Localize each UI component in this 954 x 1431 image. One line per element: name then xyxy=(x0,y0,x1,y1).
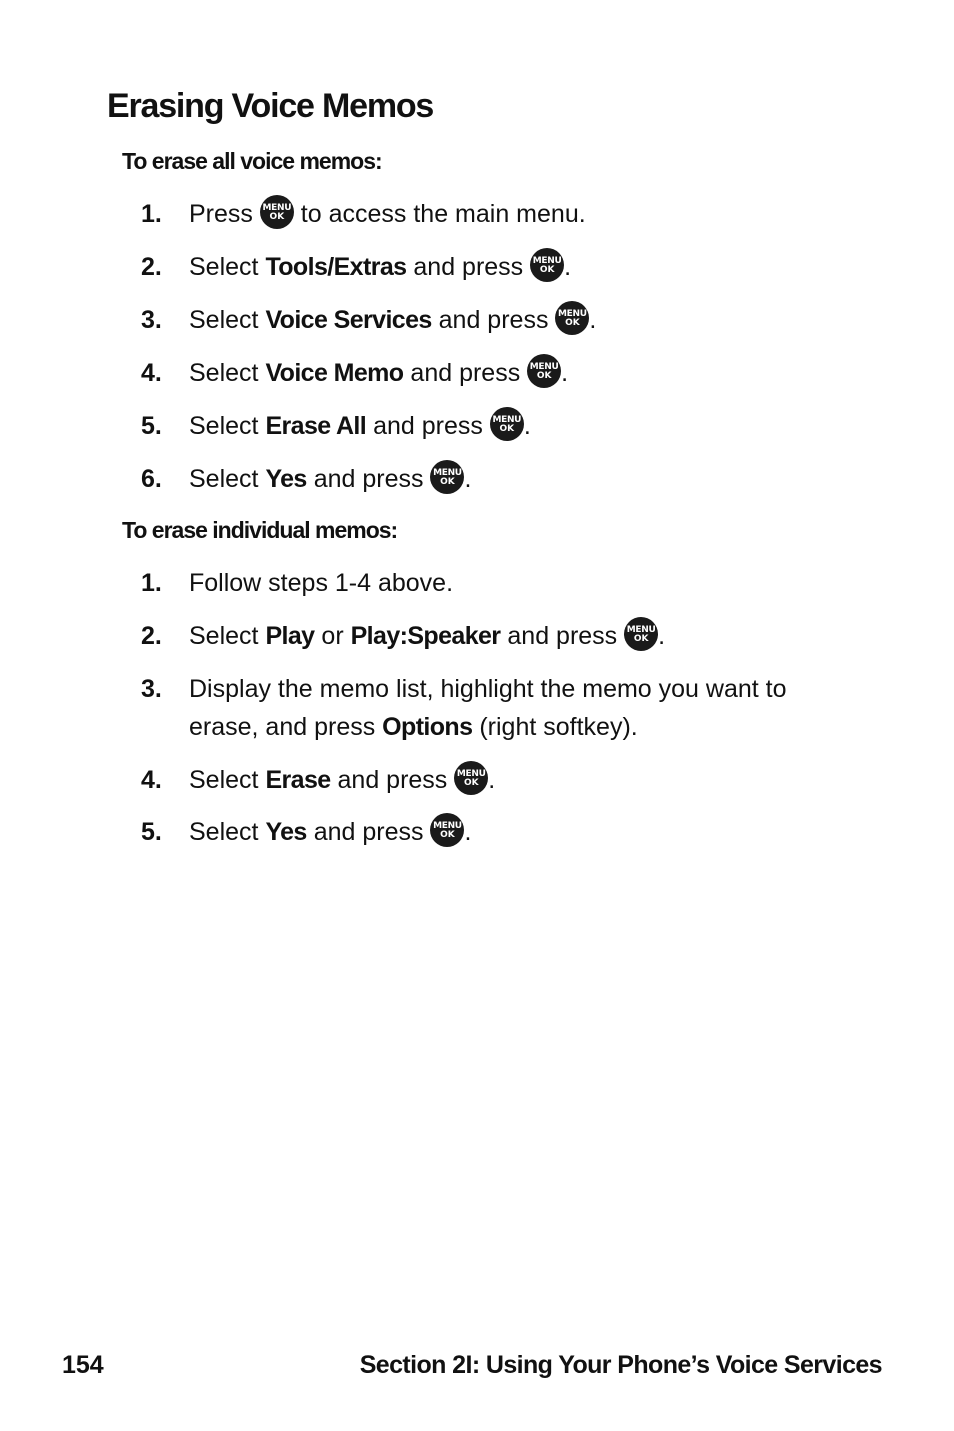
subheading-erase-individual: To erase individual memos: xyxy=(122,517,398,543)
menu-label: MENU xyxy=(456,769,486,780)
step-number: 1. xyxy=(141,569,162,597)
step-text-part: . xyxy=(561,359,569,387)
ok-label: OK xyxy=(565,318,580,329)
step-text-part: . xyxy=(564,253,572,281)
step-number: 2. xyxy=(141,622,162,650)
menu-ok-button-icon xyxy=(527,354,561,388)
step-number: 1. xyxy=(141,200,162,228)
step-number: 4. xyxy=(141,766,162,794)
step-text-part: Select xyxy=(189,253,266,281)
menu-ok-button-icon xyxy=(490,407,524,441)
step-text: Follow steps 1-4 above. xyxy=(189,569,454,597)
section-title: Section 2I: Using Your Phone’s Voice Services xyxy=(359,1351,882,1379)
ok-label: OK xyxy=(539,265,555,276)
ok-label: OK xyxy=(463,778,479,789)
page-number: 154 xyxy=(62,1351,104,1379)
ok-label: OK xyxy=(536,371,552,382)
step-number: 4. xyxy=(141,359,162,387)
menu-option-name: Erase All xyxy=(265,412,367,440)
page-title: Erasing Voice Memos xyxy=(107,87,434,125)
ok-label: OK xyxy=(440,477,455,488)
step-text-part: and press xyxy=(431,306,556,334)
step-text xyxy=(189,301,869,339)
menu-label: MENU xyxy=(529,362,559,373)
step-text-part: Select xyxy=(189,306,266,334)
menu-ok-button-icon xyxy=(454,761,488,795)
step-text-part: (right softkey). xyxy=(472,713,638,741)
step-text xyxy=(189,617,869,655)
step-text xyxy=(189,460,869,498)
ok-label: OK xyxy=(269,212,285,223)
ok-label: OK xyxy=(440,830,455,841)
step-text-part: to access the main menu. xyxy=(293,200,586,228)
menu-label: MENU xyxy=(558,309,587,320)
menu-option-name: Yes xyxy=(265,465,307,493)
step-text-part: . xyxy=(464,465,472,493)
step-text xyxy=(189,195,869,233)
menu-option-name: Erase xyxy=(265,766,331,794)
step-number: 6. xyxy=(141,465,162,493)
step-number: 2. xyxy=(141,253,162,281)
step-text-part: Select xyxy=(189,465,266,493)
step-text xyxy=(189,670,869,746)
step-text-part: . xyxy=(658,622,666,650)
ok-label: OK xyxy=(499,424,515,435)
menu-ok-button-icon xyxy=(555,301,589,335)
menu-label: MENU xyxy=(626,625,656,636)
softkey-name: Options xyxy=(382,713,473,741)
menu-ok-button-icon xyxy=(530,248,564,282)
subheading-erase-all: To erase all voice memos: xyxy=(122,148,382,174)
step-text xyxy=(189,761,869,799)
step-text-part: . xyxy=(523,412,531,440)
menu-label: MENU xyxy=(433,468,462,479)
step-text-part: and press xyxy=(406,253,531,281)
step-text-part: and press xyxy=(306,465,431,493)
step-text-part: Select xyxy=(189,412,266,440)
menu-label: MENU xyxy=(532,256,562,267)
menu-ok-button-icon xyxy=(624,617,658,651)
menu-option-name: Play xyxy=(265,622,315,650)
menu-option-name: Tools/Extras xyxy=(265,253,407,281)
step-text-part: and press xyxy=(500,622,625,650)
step-text-part: and press xyxy=(366,412,490,440)
step-text xyxy=(189,407,869,445)
step-number: 5. xyxy=(141,818,162,846)
menu-ok-button-icon xyxy=(430,460,464,494)
step-text-part: . xyxy=(589,306,597,334)
step-text xyxy=(189,354,869,392)
step-text-part: Select xyxy=(189,818,266,846)
menu-label: MENU xyxy=(433,821,462,832)
step-text-part: Select xyxy=(189,359,266,387)
menu-option-name: Yes xyxy=(265,818,307,846)
step-text xyxy=(189,813,869,851)
menu-option-name: Voice Memo xyxy=(265,359,404,387)
step-text-part: Select xyxy=(189,622,266,650)
step-text-part: erase, and press xyxy=(189,713,383,741)
step-text-part: and press xyxy=(330,766,455,794)
step-text-part: Display the memo list, highlight the memo you want to xyxy=(189,675,787,703)
step-text-part: Select xyxy=(189,766,266,794)
menu-ok-button-icon xyxy=(260,195,294,229)
step-text-part: and press xyxy=(306,818,431,846)
menu-option-name: Play:Speaker xyxy=(350,622,501,650)
step-text xyxy=(189,248,869,286)
menu-label: MENU xyxy=(492,415,522,426)
menu-label: MENU xyxy=(262,203,292,214)
menu-option-name: Voice Services xyxy=(265,306,432,334)
step-text-part: and press xyxy=(403,359,528,387)
step-number: 3. xyxy=(141,306,162,334)
step-text-part: or xyxy=(314,622,351,650)
step-number: 5. xyxy=(141,412,162,440)
step-text-part: . xyxy=(464,818,472,846)
menu-ok-button-icon xyxy=(430,813,464,847)
step-number: 3. xyxy=(141,675,162,703)
ok-label: OK xyxy=(633,634,649,645)
step-text-part: . xyxy=(488,766,496,794)
step-text-part: Press xyxy=(189,200,260,228)
